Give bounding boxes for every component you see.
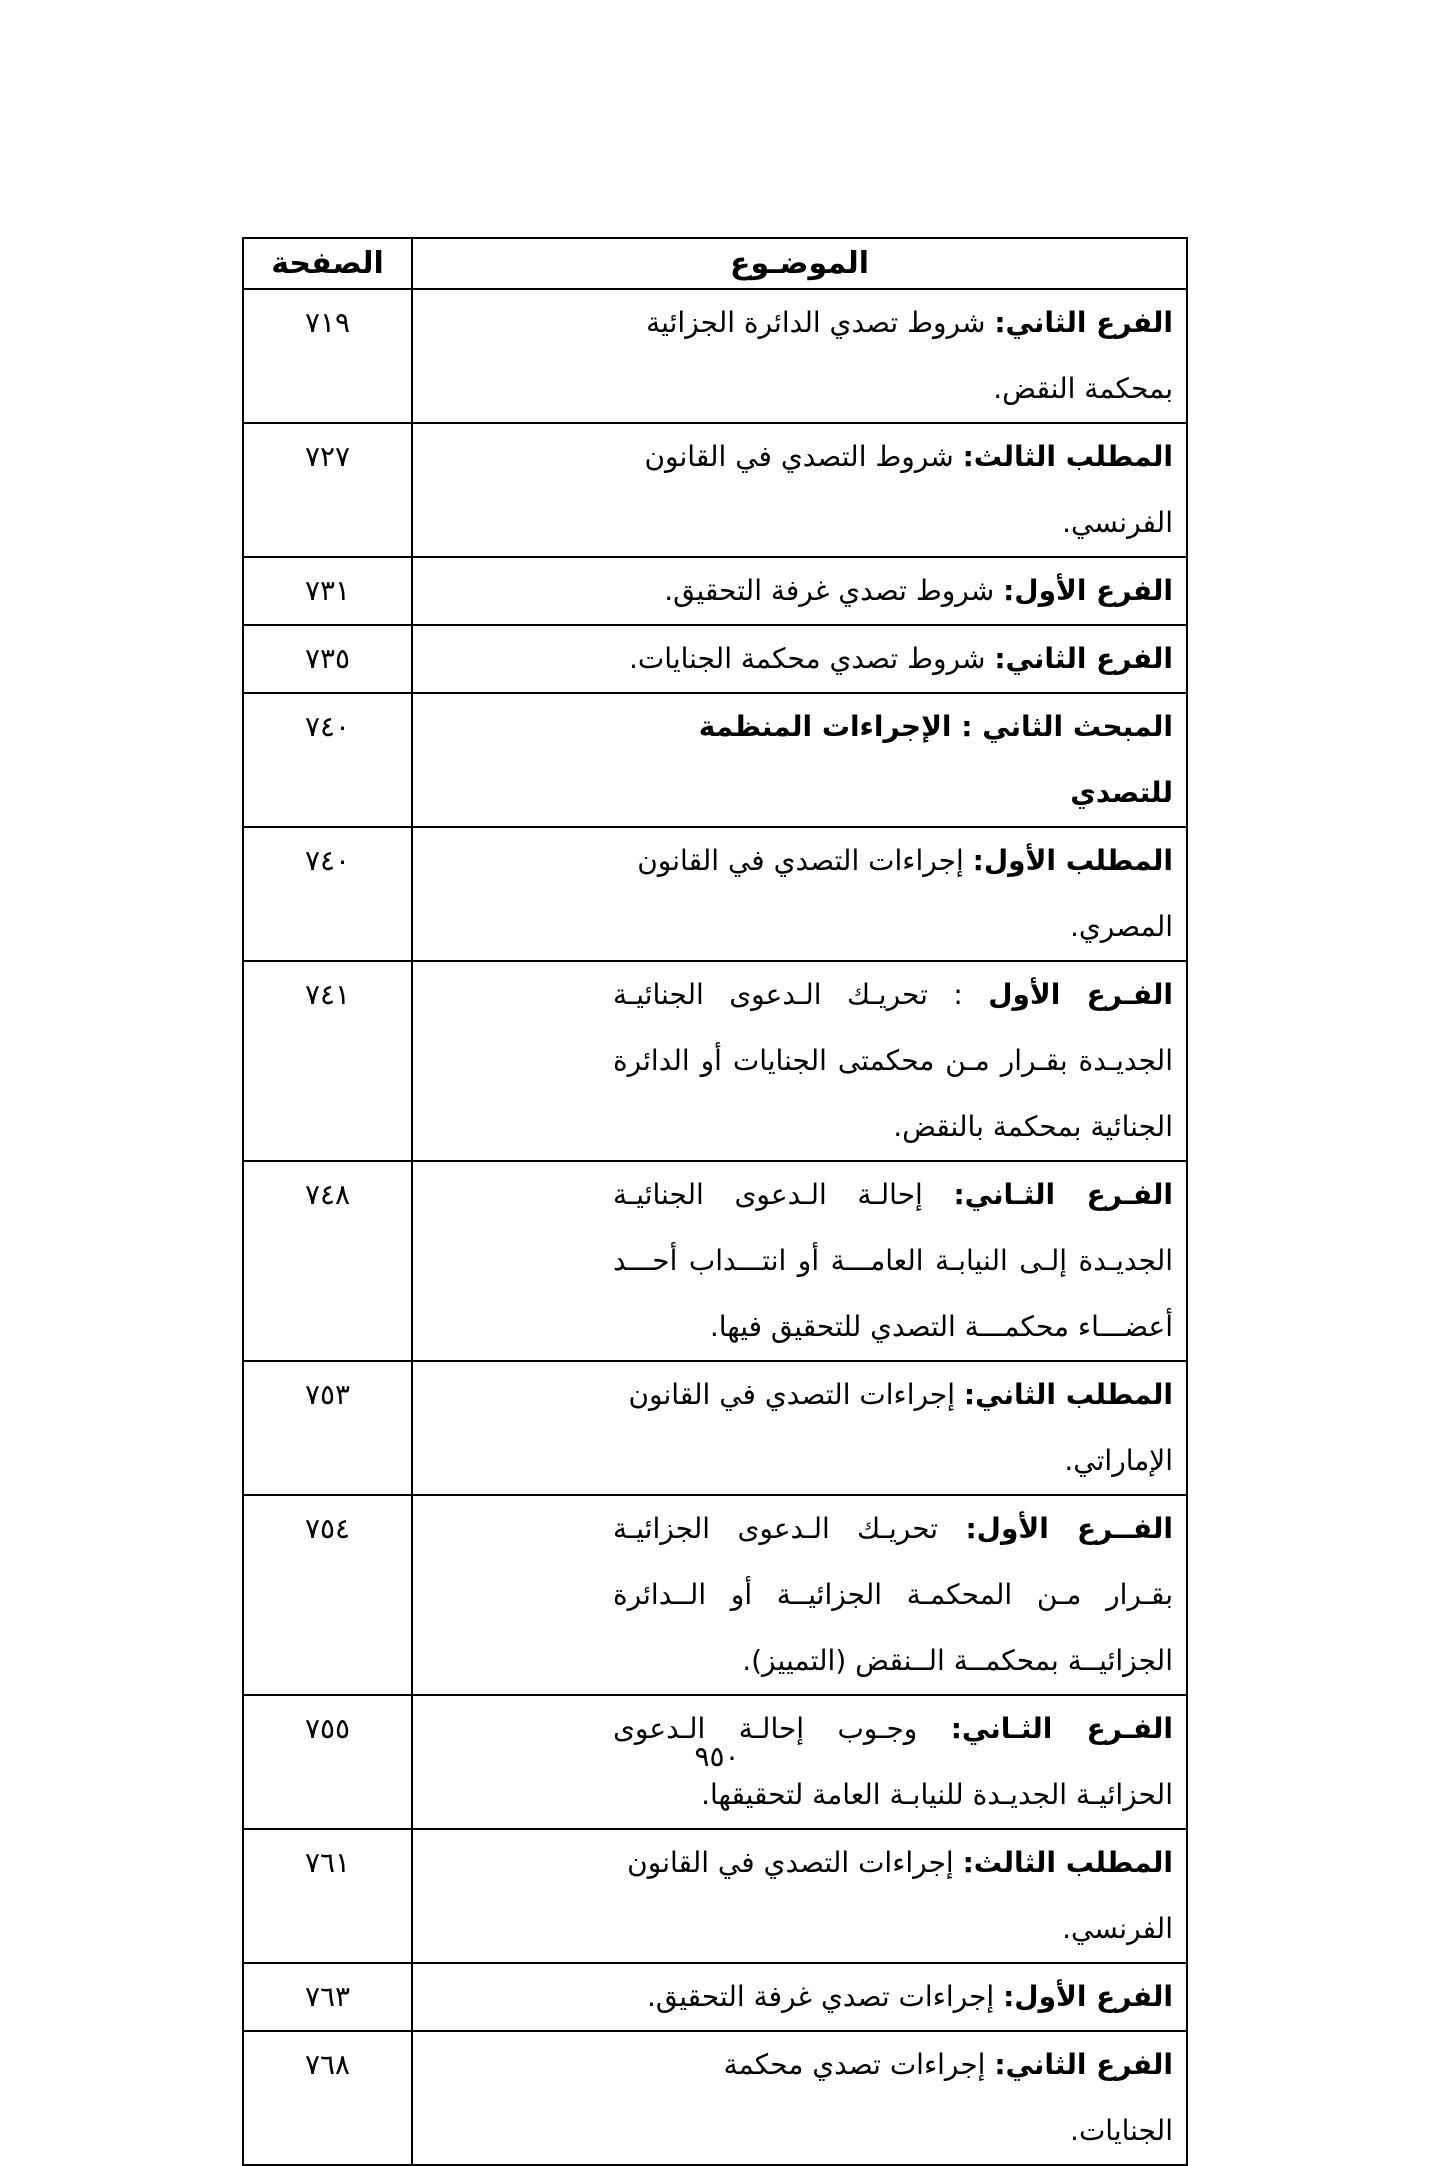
table-row-section bbox=[243, 693, 1187, 827]
row-text: إجراءات تصدي محكمة الجنايات. bbox=[723, 2048, 1173, 2147]
row-heading: المطلب الثاني: bbox=[963, 1378, 1173, 1411]
row-text: : الإجراءات المنظمة للتصدي bbox=[698, 710, 1173, 809]
row-text: إجراءات التصدي في القانون المصري. bbox=[637, 844, 1173, 943]
row-heading: المطلب الثالث: bbox=[962, 440, 1173, 473]
row-heading: المطلب الأول: bbox=[972, 844, 1173, 877]
table-row bbox=[243, 557, 1187, 625]
row-heading: الفرع الأول: bbox=[1003, 1980, 1173, 2013]
row-text: شروط تصدي غرفة التحقيق. bbox=[664, 574, 1004, 607]
row-heading: الفـرع الأول bbox=[988, 978, 1173, 1011]
header-page: الصفحة bbox=[243, 238, 412, 289]
table-row bbox=[243, 1361, 1187, 1495]
row-text: إجراءات تصدي غرفة التحقيق. bbox=[646, 1980, 1004, 2013]
table-row bbox=[243, 1963, 1187, 2031]
row-text: : تحريـك الـدعوى الجنائيـة الجديـدة بقـرار مـن محكمتى الجنايات أو الدائرة الجنائية بمحكمة بالنقض. bbox=[613, 978, 1173, 1143]
page-number: ٩٥٠ bbox=[694, 1740, 740, 1773]
row-page-number: ٧٤١ bbox=[243, 961, 412, 1161]
row-heading: الفـرع الثـاني: bbox=[953, 1178, 1173, 1211]
row-text: شروط تصدي محكمة الجنايات. bbox=[629, 642, 995, 675]
row-topic bbox=[412, 1829, 1187, 1963]
row-topic bbox=[412, 423, 1187, 557]
row-text: شروط تصدي الدائرة الجزائية بمحكمة النقض. bbox=[646, 306, 1173, 405]
row-page-number: ٧٦٣ bbox=[243, 1963, 412, 2031]
row-text: وجـوب إحالـة الـدعوى الحزائيـة الجديـدة للنيابـة العامة لتحقيقها. bbox=[613, 1712, 1173, 1811]
table-row bbox=[243, 1829, 1187, 1963]
table-row bbox=[243, 289, 1187, 423]
row-text: إجراءات التصدي في القانون الفرنسي. bbox=[627, 1846, 1173, 1945]
table-row bbox=[243, 827, 1187, 961]
row-heading: الفرع الثاني: bbox=[994, 306, 1173, 339]
row-text: إجراءات التصدي في القانون الإماراتي. bbox=[628, 1378, 1173, 1477]
row-page-number: ٧٤٨ bbox=[243, 1161, 412, 1361]
row-page-number: ٧٣٥ bbox=[243, 625, 412, 693]
row-page-number: ٧٤٠ bbox=[243, 693, 412, 827]
toc-table bbox=[242, 237, 1188, 2166]
row-heading: المطلب الثالث: bbox=[962, 1846, 1173, 1879]
row-topic bbox=[412, 1495, 1187, 1695]
row-topic bbox=[412, 2031, 1187, 2165]
row-page-number: ٧٢٧ bbox=[243, 423, 412, 557]
row-text: تحريـك الـدعوى الجزائيـة بقـرار مـن المحكمـة الجزائيــة أو الــدائرة الجزائيــة بمحكمــة الــنقض (التمييز). bbox=[613, 1512, 1173, 1677]
row-page-number: ٧٣١ bbox=[243, 557, 412, 625]
row-text: إحالـة الـدعوى الجنائيـة الجديـدة إلـى النيابـة العامـــة أو انتـــداب أحـــد أعضـــاء محكمـــة التصدي للتحقيق فيها. bbox=[613, 1178, 1173, 1343]
row-topic bbox=[412, 625, 1187, 693]
row-heading: الفرع الثاني: bbox=[994, 2048, 1173, 2081]
row-heading: الفرع الأول: bbox=[1003, 574, 1173, 607]
row-topic bbox=[412, 961, 1187, 1161]
row-page-number: ٧٤٠ bbox=[243, 827, 412, 961]
table-row bbox=[243, 1161, 1187, 1361]
row-heading: المبحث الثاني bbox=[982, 710, 1173, 743]
header-topic: الموضـوع bbox=[412, 238, 1187, 289]
table-row bbox=[243, 625, 1187, 693]
table-row bbox=[243, 961, 1187, 1161]
row-topic bbox=[412, 557, 1187, 625]
row-page-number: ٧٦١ bbox=[243, 1829, 412, 1963]
table-row bbox=[243, 423, 1187, 557]
row-topic bbox=[412, 1161, 1187, 1361]
row-topic bbox=[412, 289, 1187, 423]
row-topic bbox=[412, 1963, 1187, 2031]
row-heading: الفــرع الأول: bbox=[965, 1512, 1174, 1545]
row-heading: الفرع الثاني: bbox=[994, 642, 1173, 675]
row-page-number: ٧٥٣ bbox=[243, 1361, 412, 1495]
table-row bbox=[243, 2031, 1187, 2165]
row-page-number: ٧٥٥ bbox=[243, 1695, 412, 1829]
row-topic bbox=[412, 1361, 1187, 1495]
table-header-row bbox=[243, 238, 1187, 289]
row-page-number: ٧١٩ bbox=[243, 289, 412, 423]
row-page-number: ٧٥٤ bbox=[243, 1495, 412, 1695]
row-topic bbox=[412, 693, 1187, 827]
row-text: شروط التصدي في القانون الفرنسي. bbox=[644, 440, 1173, 539]
row-heading: الفـرع الثـاني: bbox=[950, 1712, 1173, 1745]
table-row bbox=[243, 1495, 1187, 1695]
row-topic bbox=[412, 827, 1187, 961]
row-page-number: ٧٦٨ bbox=[243, 2031, 412, 2165]
